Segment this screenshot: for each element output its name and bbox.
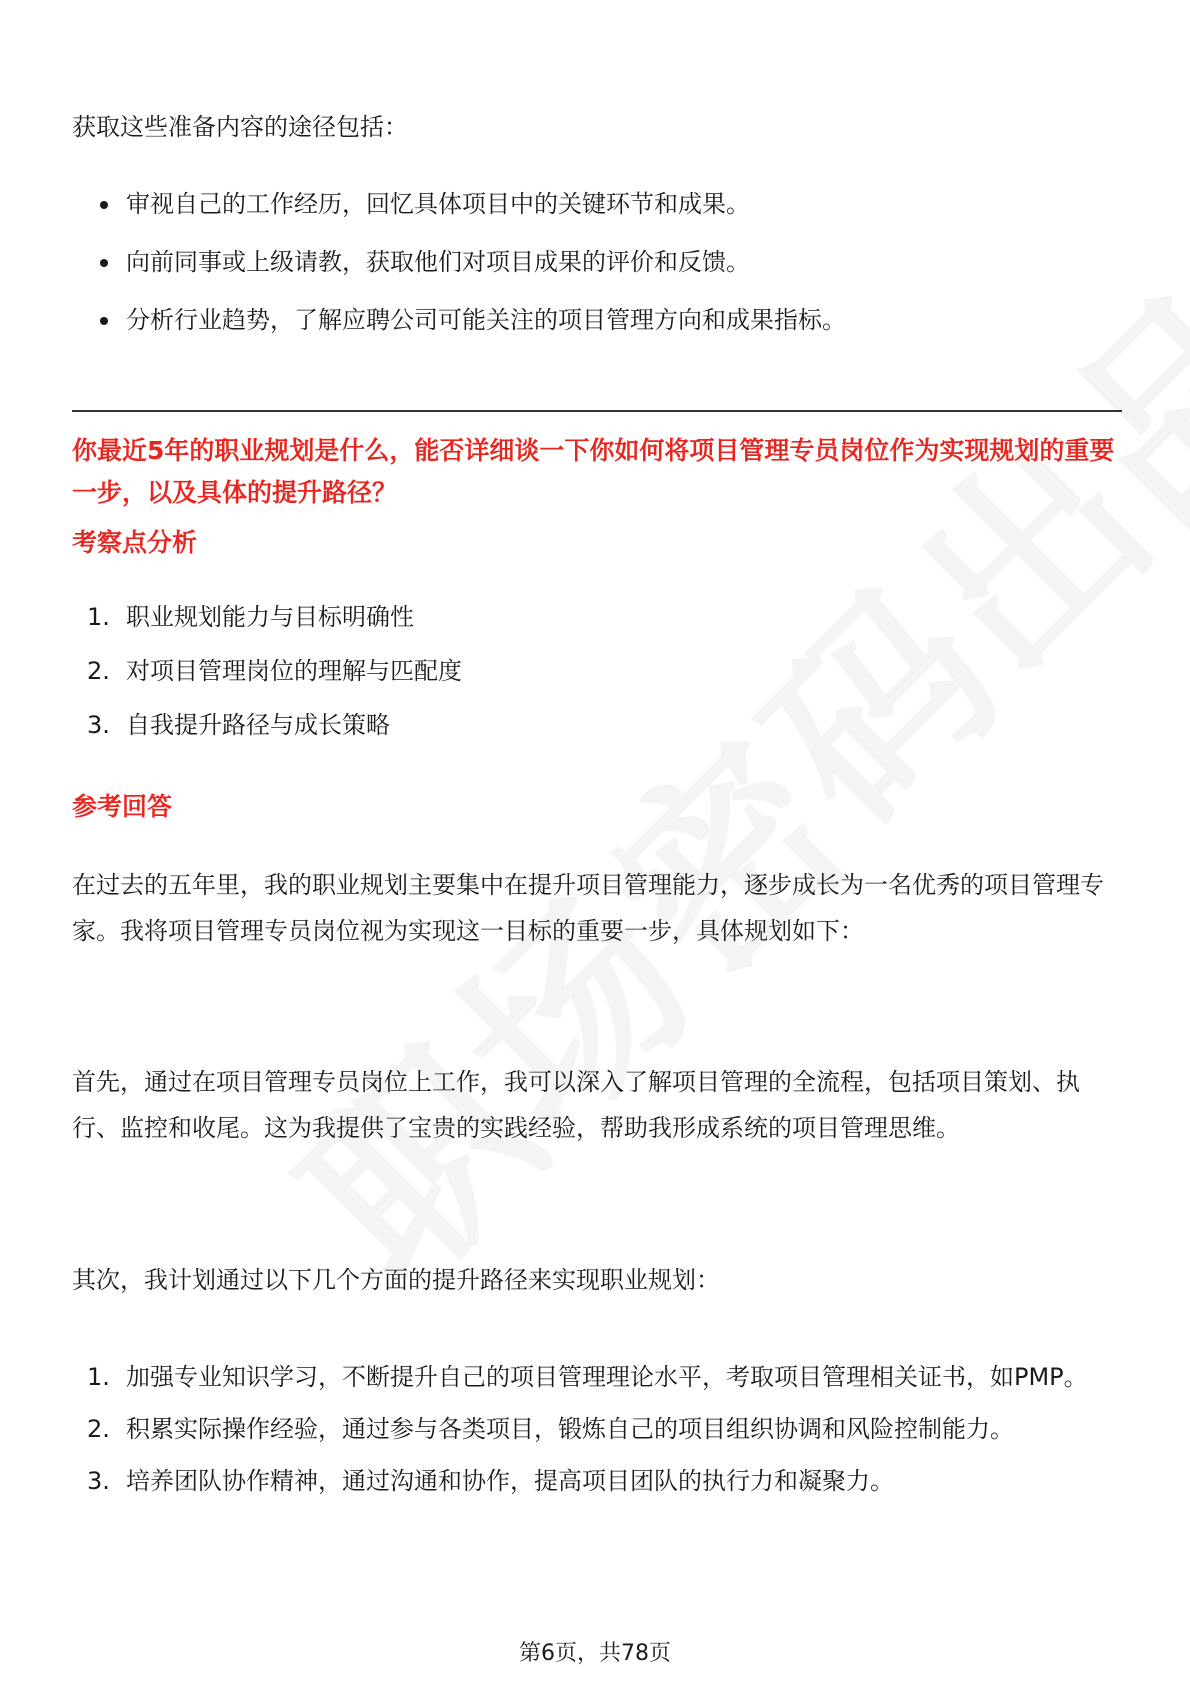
list-item: [72, 648, 1122, 694]
list-item: [72, 702, 1122, 748]
list-item: [72, 1406, 1122, 1452]
bullet-item: 分析行业趋势，了解应聘公司可能关注的项目管理方向和成果指标。: [72, 306, 846, 334]
list-number: 3.: [87, 711, 110, 739]
list-number: 1.: [87, 603, 110, 631]
list-number: 3.: [87, 1467, 110, 1495]
analysis-title: 考察点分析: [72, 528, 198, 557]
page-footer: 第6页，共78页: [519, 1641, 671, 1666]
question-heading: 你最近5年的职业规划是什么，能否详细谈一下你如何将项目管理专员岗位作为实现规划的重要一步，以及具体的提升路径？: [72, 436, 1115, 507]
list-number: 2.: [87, 657, 110, 685]
bullet-item: 审视自己的工作经历，回忆具体项目中的关键环节和成果。: [72, 190, 846, 218]
bullet-item: 向前同事或上级请教，获取他们对项目成果的评价和反馈。: [72, 248, 846, 276]
list-item: [72, 594, 1122, 640]
list-item: [72, 1458, 1122, 1504]
analysis-list: [72, 594, 1122, 756]
answer-title: 参考回答: [72, 792, 173, 821]
section-divider: [72, 410, 1122, 412]
intro-paragraph: 获取这些准备内容的途径包括：: [72, 113, 408, 141]
list-item-text: 积累实际操作经验，通过参与各类项目，锻炼自己的项目组织协调和风险控制能力。: [126, 1415, 1014, 1443]
bullet-list: [72, 190, 846, 364]
list-item-text: 培养团队协作精神，通过沟通和协作，提高项目团队的执行力和凝聚力。: [126, 1467, 894, 1495]
list-item-text: 加强专业知识学习，不断提升自己的项目管理理论水平，考取项目管理相关证书，如PMP。: [126, 1363, 1088, 1391]
list-item: [72, 1354, 1122, 1400]
answer-paragraph: 在过去的五年里，我的职业规划主要集中在提升项目管理能力，逐步成长为一名优秀的项目管理专家。我将项目管理专员岗位视为实现这一目标的重要一步，具体规划如下：: [72, 871, 1104, 945]
answer-paragraph: 其次，我计划通过以下几个方面的提升路径来实现职业规划：: [72, 1266, 720, 1294]
list-item-text: 自我提升路径与成长策略: [126, 711, 390, 739]
answer-paragraph: 首先，通过在项目管理专员岗位上工作，我可以深入了解项目管理的全流程，包括项目策划、执行、监控和收尾。这为我提供了宝贵的实践经验，帮助我形成系统的项目管理思维。: [72, 1068, 1080, 1142]
list-number: 2.: [87, 1415, 110, 1443]
list-item-text: 职业规划能力与目标明确性: [126, 603, 414, 631]
path-list: [72, 1354, 1122, 1510]
list-item-text: 对项目管理岗位的理解与匹配度: [126, 657, 462, 685]
list-number: 1.: [87, 1363, 110, 1391]
